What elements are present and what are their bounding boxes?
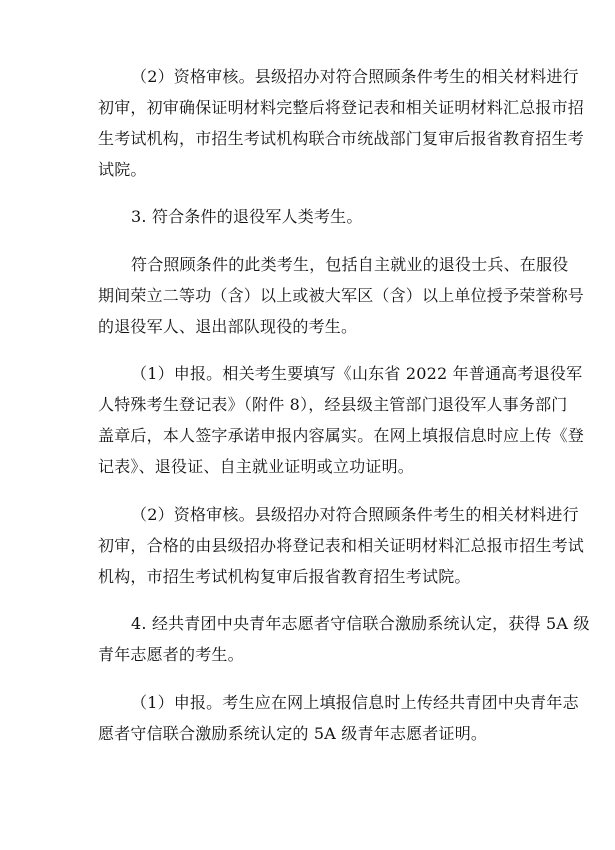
paragraph-line: 记表》、退役证、自主就业证明或立功证明。 bbox=[98, 457, 415, 476]
paragraph-line: 机构，市招生考试机构复审后报省教育招生考试院。 bbox=[98, 567, 471, 586]
paragraph-line: 盖章后，本人签字承诺申报内容属实。在网上填报信息时应上传《登 bbox=[98, 426, 585, 445]
paragraph-line: （2）资格审核。县级招办对符合照顾条件考生的相关材料进行 bbox=[131, 505, 579, 524]
paragraph-line: （2）资格审核。县级招办对符合照顾条件考生的相关材料进行 bbox=[131, 67, 579, 86]
paragraph-line: 的退役军人、退出部队现役的考生。 bbox=[98, 317, 358, 336]
paragraph-line: 初审，初审确保证明材料完整后将登记表和相关证明材料汇总报市招 bbox=[98, 98, 585, 117]
paragraph-line: 初审，合格的由县级招办将登记表和相关证明材料汇总报市招生考试 bbox=[98, 536, 585, 555]
paragraph-line: 符合照顾条件的此类考生，包括自主就业的退役士兵、在服役 bbox=[131, 255, 569, 274]
section-heading: 青年志愿者的考生。 bbox=[98, 645, 244, 664]
paragraph-line: 人特殊考生登记表》（附件 8），经县级主管部门退役军人事务部门 bbox=[98, 395, 568, 414]
section-heading: 4. 经共青团中央青年志愿者守信联合激励系统认定，获得 5A 级 bbox=[131, 614, 590, 633]
paragraph-line: 试院。 bbox=[98, 160, 147, 179]
paragraph-line: 期间荣立二等功（含）以上或被大军区（含）以上单位授予荣誉称号 bbox=[98, 286, 585, 305]
paragraph-line: （1）申报。考生应在网上填报信息时上传经共青团中央青年志 bbox=[131, 693, 579, 712]
section-heading: 3. 符合条件的退役军人类考生。 bbox=[131, 207, 363, 226]
paragraph-line: 生考试机构，市招生考试机构联合市统战部门复审后报省教育招生考 bbox=[98, 129, 585, 148]
paragraph-line: （1）申报。相关考生要填写《山东省 2022 年普通高考退役军 bbox=[131, 364, 583, 383]
paragraph-line: 愿者守信联合激励系统认定的 5A 级青年志愿者证明。 bbox=[98, 724, 488, 743]
